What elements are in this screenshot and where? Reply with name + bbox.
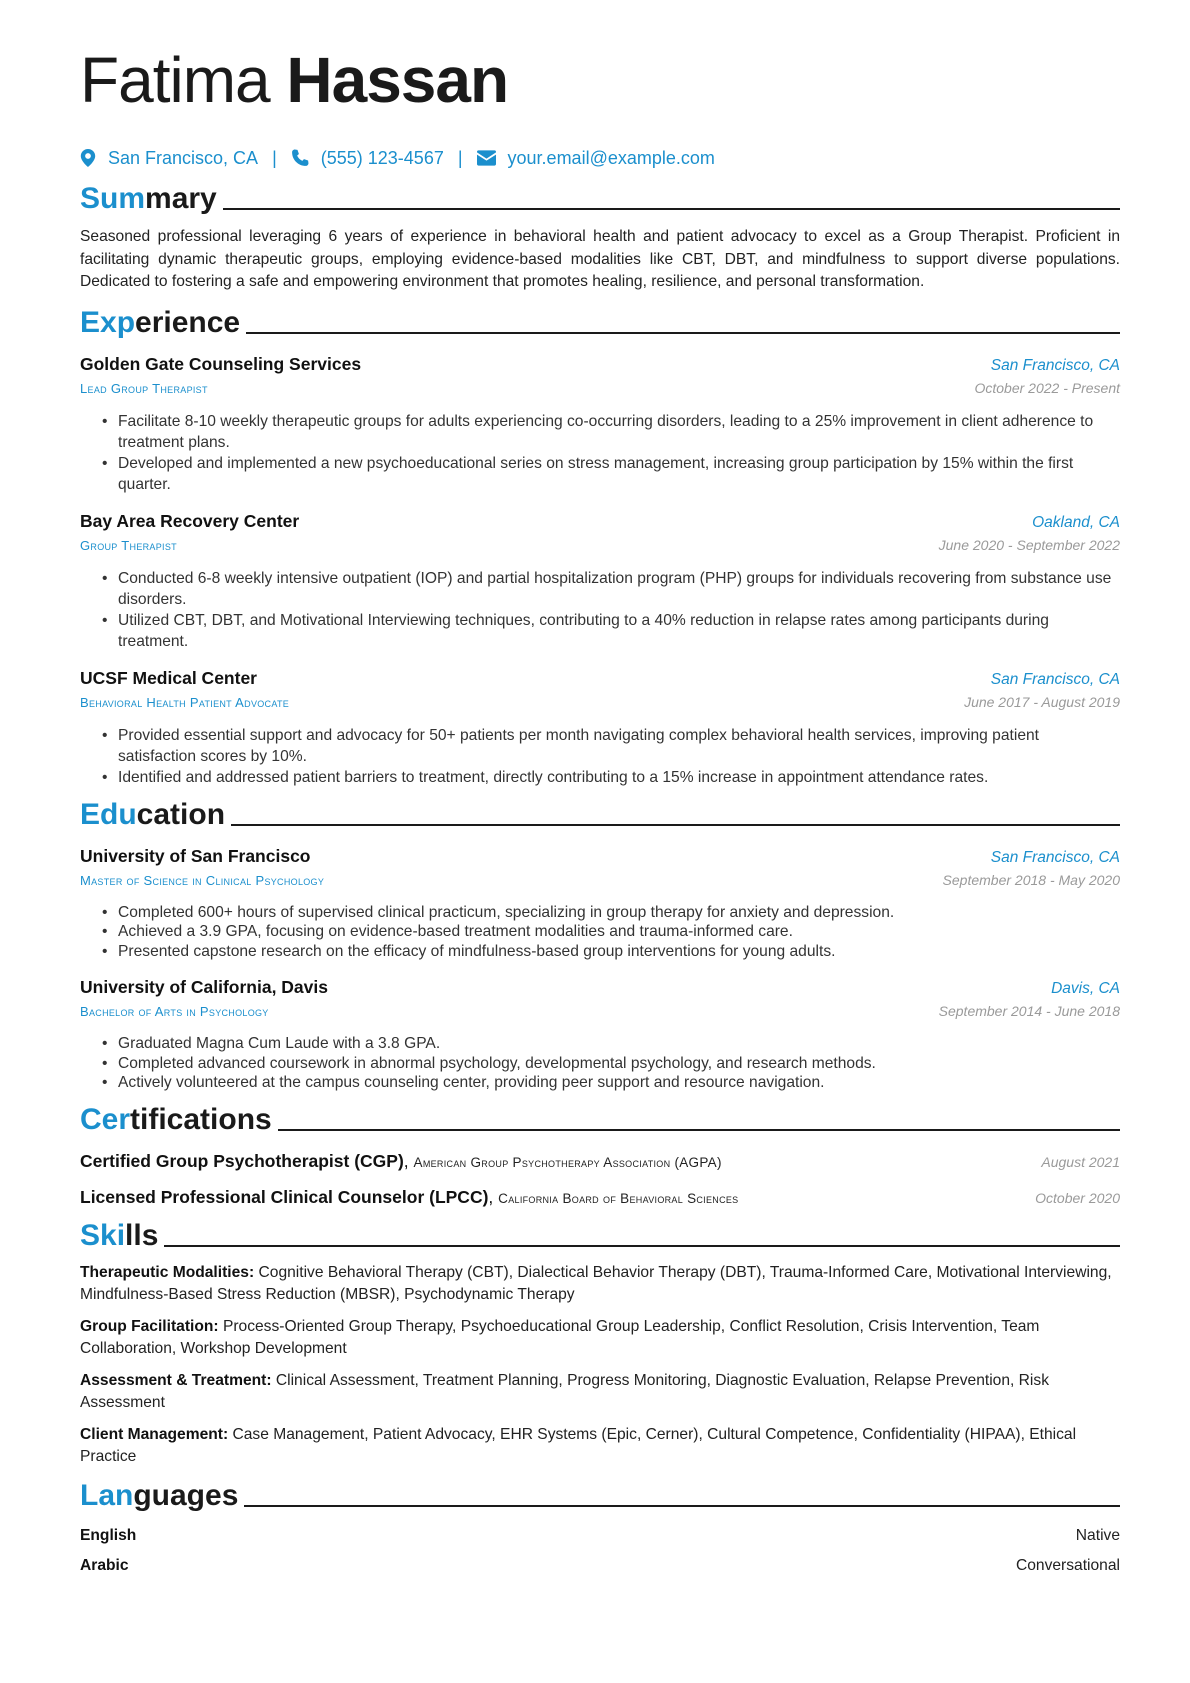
- title-rest: cation: [136, 797, 226, 831]
- certification-item: [80, 1149, 1120, 1175]
- employer-name: Bay Area Recovery Center: [80, 510, 300, 531]
- certification-item: [80, 1185, 1120, 1211]
- languages-section: [80, 1479, 1120, 1577]
- education-entry: [80, 844, 1120, 962]
- language-level: Conversational: [1015, 1556, 1120, 1574]
- bullet-item: • Provided essential support and advocacy for 50+ patients per month navigating complex behavioral health services, improving patient satisfaction scores by 10%.: [102, 725, 1120, 767]
- contact-separator: |: [457, 147, 463, 168]
- experience-entry: [80, 509, 1120, 652]
- contact-bar: [80, 146, 1120, 170]
- job-title: Group Therapist: [80, 537, 177, 553]
- education-entry: [80, 975, 1120, 1093]
- bullet-item: • Facilitate 8-10 weekly therapeutic groups for adults experiencing co-occurring disorders, leading to a 25% improvement in client adherence to treatment plans.: [102, 411, 1120, 453]
- bullet-list: [80, 903, 1120, 962]
- bullet-item: • Actively volunteered at the campus counseling center, providing peer support and resource navigation.: [102, 1073, 1120, 1093]
- skill-group: [80, 1316, 1120, 1361]
- skill-label: Group Facilitation:: [80, 1317, 219, 1335]
- envelope-icon: [477, 150, 496, 166]
- location-text: San Francisco, CA: [108, 147, 259, 168]
- summary-text: Seasoned professional leveraging 6 years of experience in behavioral health and patient advocacy to excel as a Group Therapist. Proficient in facilitating dynamic therapeutic groups, employing evidence-based modalities like CBT, DBT, and mindfulness to support diverse populations. Dedicated to fostering a safe and empowering environment that promotes healing, resilience, and personal transformation.: [80, 228, 1120, 290]
- cert-org: California Board of Behavioral Sciences: [498, 1190, 739, 1206]
- cert-separator: ,: [403, 1150, 414, 1171]
- language-item: [80, 1555, 1120, 1577]
- entry-dates: September 2018 - May 2020: [942, 871, 1120, 888]
- bullet-item: • Identified and addressed patient barriers to treatment, directly contributing to a 15% increase in appointment attendance rates.: [102, 767, 1120, 788]
- section-header: [80, 1219, 1120, 1253]
- title-rest: erience: [135, 305, 241, 339]
- bullet-item: • Presented capstone research on the efficacy of mindfulness-based group interventions for young adults.: [102, 942, 1120, 962]
- cert-date: August 2021: [1041, 1153, 1120, 1170]
- experience-entry: [80, 352, 1120, 495]
- contact-location: [80, 148, 258, 169]
- entry-dates: June 2017 - August 2019: [964, 693, 1120, 710]
- first-name: Fatima: [80, 44, 270, 116]
- entry-dates: October 2022 - Present: [974, 379, 1120, 396]
- title-rest: guages: [133, 1478, 239, 1512]
- title-accent: Ski: [80, 1218, 126, 1252]
- contact-separator: |: [272, 147, 277, 168]
- entry-location: Oakland, CA: [1032, 513, 1120, 531]
- section-rule: [231, 824, 1120, 826]
- bullet-item: • Utilized CBT, DBT, and Motivational Interviewing techniques, contributing to a 40% reduction in relapse rates among participants during treatment.: [102, 610, 1120, 652]
- bullet-item: • Conducted 6-8 weekly intensive outpatient (IOP) and partial hospitalization program (PHP) groups for individuals recovering from substance use disorders.: [102, 568, 1120, 610]
- language-level: Native: [1075, 1526, 1120, 1544]
- skill-list: Case Management, Patient Advocacy, EHR Systems (Epic, Cerner), Cultural Competence, Confidentiality (HIPAA), Ethical Practice: [80, 1425, 1077, 1465]
- title-rest: mary: [145, 182, 217, 215]
- bullet-item: • Graduated Magna Cum Laude with a 3.8 GPA.: [102, 1034, 1120, 1054]
- summary-section: [80, 182, 1120, 294]
- last-name: Hassan: [286, 44, 509, 116]
- cert-name: Licensed Professional Clinical Counselor (LPCC): [80, 1186, 489, 1207]
- section-rule: [164, 1245, 1120, 1247]
- bullet-list: [80, 1034, 1120, 1093]
- school-name: University of San Francisco: [80, 845, 311, 866]
- experience-section: [80, 306, 1120, 788]
- map-marker-icon: [80, 149, 96, 167]
- email-link: your.email@example.com: [507, 147, 715, 168]
- education-section: [80, 798, 1120, 1093]
- skill-list: Cognitive Behavioral Therapy (CBT), Dialectical Behavior Therapy (DBT), Trauma-Informed Care, Motivational Interviewing, Mindfulness-Based Stress Reduction (MBSR), Psychodynamic Therapy: [80, 1263, 1112, 1303]
- skills-section: [80, 1219, 1120, 1469]
- title-accent: Lan: [80, 1478, 134, 1512]
- section-rule: [244, 1505, 1120, 1507]
- language-name: Arabic: [80, 1556, 129, 1574]
- bullet-item: • Developed and implemented a new psychoeducational series on stress management, increasing group participation by 15% within the first quarter.: [102, 453, 1120, 495]
- bullet-item: • Completed 600+ hours of supervised clinical practicum, specializing in group therapy for anxiety and depression.: [102, 903, 1120, 923]
- entry-location: San Francisco, CA: [990, 848, 1120, 866]
- entry-location: San Francisco, CA: [990, 670, 1120, 688]
- section-header: [80, 182, 1120, 216]
- degree: Master of Science in Clinical Psychology: [80, 872, 325, 888]
- skill-group: [80, 1424, 1120, 1469]
- title-accent: Edu: [80, 797, 137, 831]
- cert-name: Certified Group Psychotherapist (CGP): [80, 1150, 404, 1171]
- language-item: [80, 1525, 1120, 1547]
- section-header: [80, 1479, 1120, 1513]
- title-accent: Sum: [80, 182, 146, 215]
- section-header: [80, 798, 1120, 832]
- cert-date: October 2020: [1035, 1189, 1120, 1206]
- skill-list: Clinical Assessment, Treatment Planning, Progress Monitoring, Diagnostic Evaluation, Relapse Prevention, Risk Assessment: [80, 1371, 1049, 1411]
- contact-phone[interactable]: [291, 148, 444, 169]
- section-rule: [246, 332, 1120, 334]
- job-title: Lead Group Therapist: [80, 380, 208, 396]
- employer-name: Golden Gate Counseling Services: [80, 353, 362, 374]
- section-title: [80, 1103, 272, 1137]
- section-rule: [223, 208, 1120, 210]
- bullet-list: [80, 568, 1120, 652]
- bullet-item: • Achieved a 3.9 GPA, focusing on evidence-based treatment modalities and trauma-informed care.: [102, 922, 1120, 942]
- title-accent: Exp: [80, 305, 136, 339]
- phone-icon: [291, 149, 309, 167]
- contact-email[interactable]: [477, 148, 715, 169]
- candidate-name: [80, 44, 1120, 124]
- degree: Bachelor of Arts in Psychology: [80, 1004, 269, 1019]
- section-title: [80, 182, 217, 216]
- phone-text: (555) 123-4567: [320, 147, 444, 168]
- skill-list: Process-Oriented Group Therapy, Psychoeducational Group Leadership, Conflict Resolution, Crisis Intervention, Team Collaboration, Workshop Development: [80, 1317, 1040, 1357]
- section-title: [80, 1219, 158, 1253]
- title-rest: tifications: [130, 1102, 272, 1136]
- title-rest: lls: [125, 1218, 159, 1252]
- skill-label: Therapeutic Modalities:: [80, 1263, 255, 1281]
- certifications-section: [80, 1103, 1120, 1211]
- entry-dates: September 2014 - June 2018: [938, 1003, 1120, 1019]
- employer-name: UCSF Medical Center: [80, 667, 257, 688]
- bullet-list: [80, 725, 1120, 788]
- skill-group: [80, 1370, 1120, 1415]
- entry-location: San Francisco, CA: [990, 356, 1120, 374]
- section-header: [80, 1103, 1120, 1137]
- section-title: [80, 306, 240, 340]
- section-title: [80, 1479, 238, 1513]
- language-name: English: [80, 1526, 137, 1544]
- skill-label: Client Management:: [80, 1425, 229, 1443]
- section-title: [80, 798, 225, 832]
- skill-group: [80, 1262, 1120, 1307]
- bullet-item: • Completed advanced coursework in abnormal psychology, developmental psychology, and research methods.: [102, 1054, 1120, 1074]
- cert-separator: ,: [488, 1186, 499, 1207]
- bullet-list: [80, 411, 1120, 495]
- entry-dates: June 2020 - September 2022: [938, 536, 1120, 553]
- section-rule: [278, 1129, 1120, 1131]
- job-title: Behavioral Health Patient Advocate: [80, 694, 290, 710]
- school-name: University of California, Davis: [80, 977, 328, 997]
- entry-location: Davis, CA: [1051, 980, 1120, 997]
- cert-org: American Group Psychotherapy Association (AGPA): [413, 1154, 722, 1170]
- skill-label: Assessment & Treatment:: [80, 1371, 272, 1389]
- section-header: [80, 306, 1120, 340]
- title-accent: Cer: [80, 1102, 131, 1136]
- experience-entry: [80, 666, 1120, 788]
